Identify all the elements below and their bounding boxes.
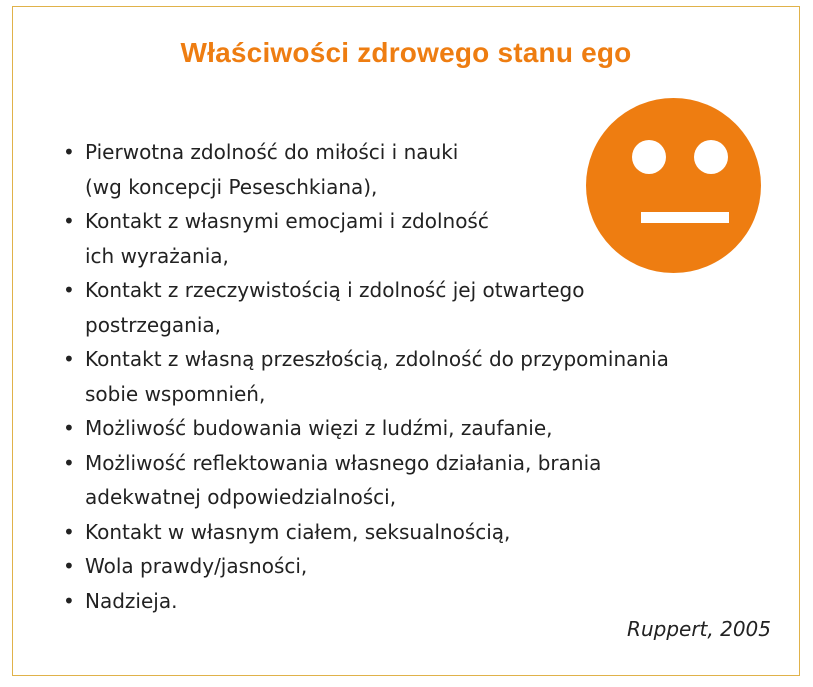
list-item <box>63 584 669 619</box>
list-item-text: Kontakt z własnymi emocjami i zdolność <box>85 209 489 233</box>
citation: Ruppert, 2005 <box>627 617 771 641</box>
right-eye <box>694 140 728 174</box>
list-item <box>63 549 669 584</box>
list-item-text: Kontakt z własną przeszłością, zdolność do przypominania <box>85 347 669 371</box>
bullet-icon: • <box>63 554 75 578</box>
list-item <box>63 411 669 446</box>
list-item-continuation: (wg koncepcji Peseschkiana), <box>85 174 378 199</box>
list-item <box>63 135 669 204</box>
list-item-continuation: adekwatnej odpowiedzialności, <box>85 485 397 509</box>
bullet-icon: • <box>63 347 75 371</box>
list-item-text: Wola prawdy/jasności, <box>85 554 308 578</box>
list-item-text: Pierwotna zdolność do miłości i nauki <box>85 140 459 164</box>
bullet-icon: • <box>63 209 75 233</box>
bullet-icon: • <box>63 140 75 164</box>
list-item-text: Nadzieja. <box>85 588 178 613</box>
bullet-icon: • <box>63 519 75 544</box>
list-item-continuation: ich wyrażania, <box>85 243 229 268</box>
list-item-text: Kontakt w własnym ciałem, seksualnością, <box>85 519 511 544</box>
neutral-face-icon <box>586 98 761 273</box>
mouth <box>641 212 729 223</box>
list-item-continuation: sobie wspomnień, <box>85 381 266 406</box>
list-item <box>63 515 669 550</box>
bullet-icon: • <box>63 278 75 302</box>
slide-title: Właściwości zdrowego stanu ego <box>180 37 632 68</box>
list-item <box>63 446 669 515</box>
list-item-continuation: postrzegania, <box>85 312 222 337</box>
list-item-text: Możliwość budowania więzi z ludźmi, zaufanie, <box>85 416 553 440</box>
list-item <box>63 342 669 411</box>
properties-list <box>63 135 669 618</box>
left-eye <box>632 140 666 174</box>
list-item-text: Kontakt z rzeczywistością i zdolność jej otwartego <box>85 278 585 302</box>
list-item <box>63 204 669 273</box>
bullet-icon: • <box>63 450 75 475</box>
list-item <box>63 273 669 342</box>
list-item-text: Możliwość reflektowania własnego działania, brania <box>85 450 602 475</box>
bullet-icon: • <box>63 416 75 440</box>
bullet-icon: • <box>63 588 75 613</box>
